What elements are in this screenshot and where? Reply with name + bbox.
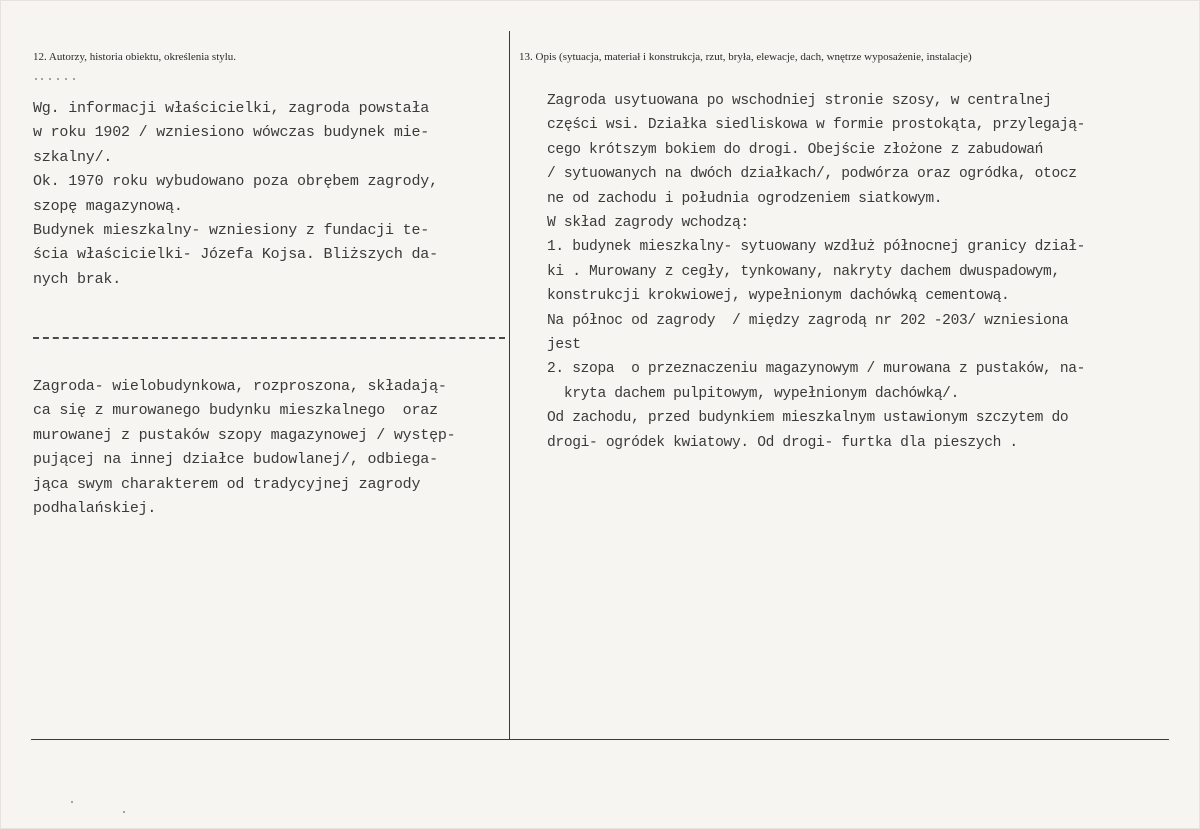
description-line: W skład zagrody wchodzą: [547,215,749,232]
dashed-separator [33,337,505,342]
style-line: jąca swym charakterem od tradycyjnej zagrody [33,475,421,493]
description-line: ne od zachodu i południa ogrodzeniem siatkowym. [547,190,943,207]
description-line: ki . Murowany z cegły, tynkowany, nakryty dachem dwuspadowym, [547,263,1060,280]
style-line: Zagroda- wielobudynkowa, rozproszona, składają- [33,378,447,395]
history-line: Wg. informacji właścicielki, zagroda powstała [33,100,430,117]
stray-dot [49,78,51,80]
history-text [33,97,505,292]
history-line: Budynek mieszkalny- wzniesiony z fundacji te- [33,222,430,240]
stray-dot [41,78,43,80]
stray-dot [71,801,73,803]
column-divider [509,31,510,739]
style-line: ca się z murowanego budynku mieszkalnego oraz [33,402,438,420]
stray-dot [123,811,125,813]
history-line: szopę magazynową. [33,197,183,215]
bottom-rule [31,739,1169,740]
description-line: jest [547,337,581,354]
history-line: szkalny/. [33,148,113,166]
description-line: 2. szopa o przeznaczeniu magazynowym / murowana z pustaków, na- [547,361,1086,378]
style-line: podhalańskiej. [33,500,157,518]
description-line: drogi- ogródek kwiatowy. Od drogi- furtka dla pieszych . [547,434,1018,451]
description-line: 1. budynek mieszkalny- sytuowany wzdłuż północnej granicy dział- [547,239,1086,256]
stray-dot [73,78,75,80]
description-line: Na północ od zagrody / między zagrodą nr 202 -203/ wzniesiona [547,312,1069,329]
stray-dot [57,78,59,80]
description-line: Od zachodu, przed budynkiem mieszkalnym ustawionym szczytem do [547,410,1069,427]
stray-dot [35,78,37,80]
description-line: kryta dachem pulpitowym, wypełnionym dachówką/. [547,385,959,402]
description-line: Zagroda usytuowana po wschodniej stronie szosy, w centralnej [547,93,1052,109]
description-line: / sytuowanych na dwóch działkach/, podwórza oraz ogródka, otocz [547,166,1077,183]
description-text [547,89,1187,455]
style-text [33,375,505,521]
field-12-label: 12. Autorzy, historia obiektu, określenia stylu. [33,51,237,63]
style-line: murowanej z pustaków szopy magazynowej / występ- [33,426,456,444]
style-line: pującej na innej działce budowlanej/, odbiega- [33,451,438,469]
description-line: konstrukcji krokwiowej, wypełnionym dachówką cementową. [547,288,1010,305]
field-13-label: 13. Opis (sytuacja, materiał i konstrukcja, rzut, bryła, elewacje, dach, wnętrze wyposażenie, instalacje) [519,51,972,63]
description-line: cego krótszym bokiem do drogi. Obejście złożone z zabudowań [547,141,1044,158]
history-line: nych brak. [33,270,122,288]
history-line: Ok. 1970 roku wybudowano poza obrębem zagrody, [33,173,438,191]
description-line: części wsi. Działka siedliskowa w formie prostokąta, przylegają- [547,117,1086,134]
history-line: ścia właścicielki- Józefa Kojsa. Bliższych da- [33,246,438,264]
history-line: w roku 1902 / wzniesiono wówczas budynek mie- [33,124,430,142]
stray-dot [65,78,67,80]
